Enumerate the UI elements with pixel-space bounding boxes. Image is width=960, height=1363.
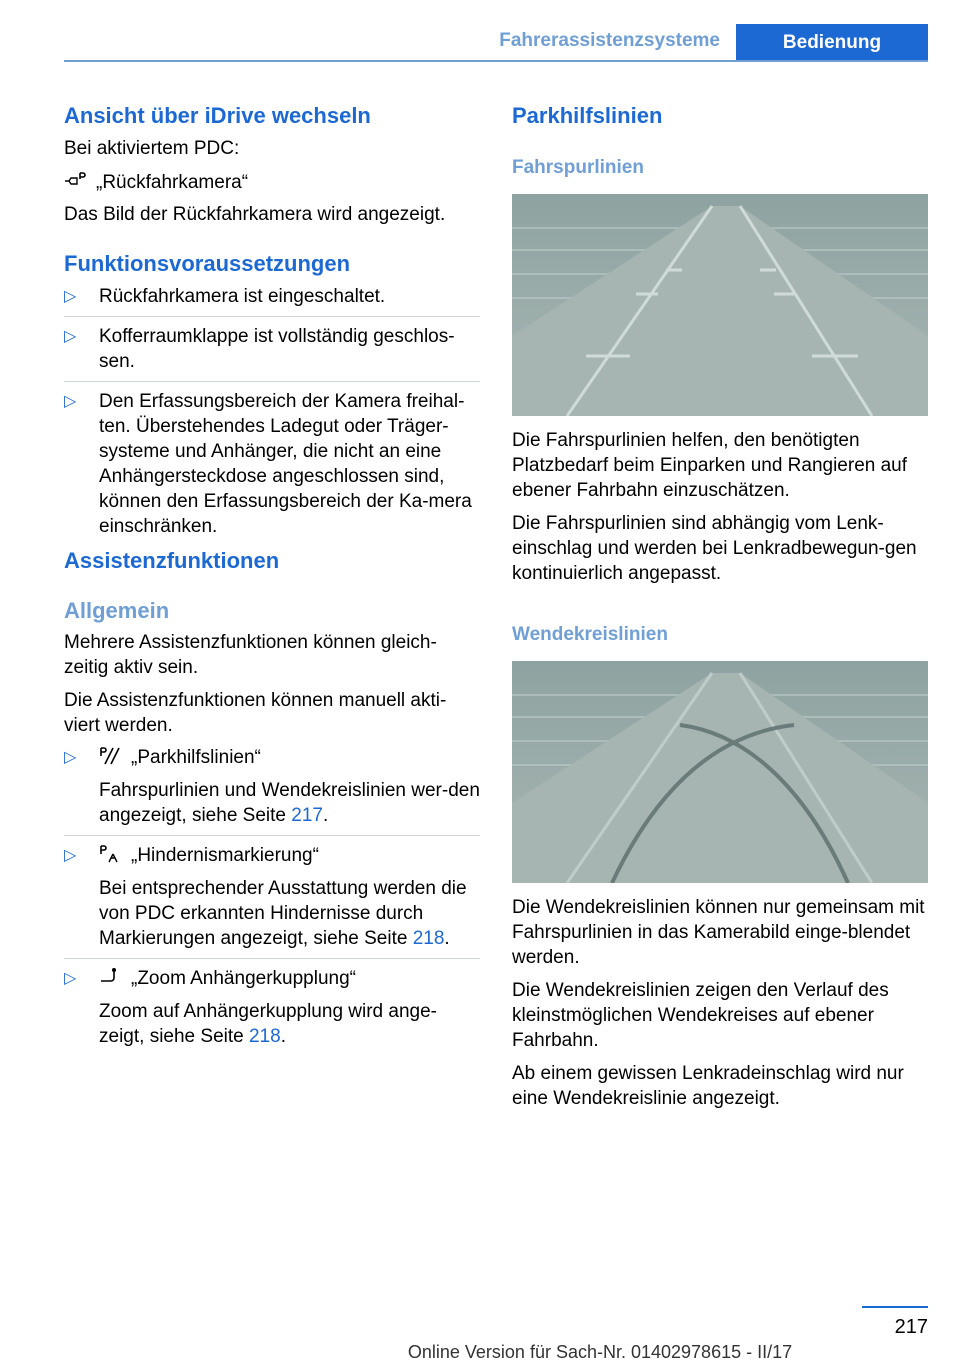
heading-parkhilfslinien: Parkhilfslinien [512,103,663,128]
paragraph-wende-1: Die Wendekreislinien können nur gemeinsam mit Fahrspurlinien in das Kamerabild einge-blendet werden. [512,897,925,968]
paragraph-wende-2: Die Wendekreislinien zeigen den Verlauf des kleinstmöglichen Wendekreises auf ebener Fahrbahn. [512,980,889,1051]
list-item [64,382,480,539]
period: . [280,1026,286,1047]
assist-desc-parkhilfslinien: Fahrspurlinien und Wendekreislinien wer-den angezeigt, siehe Seite [99,780,480,826]
menu-label-rueckfahrkamera: „Rückfahrkamera“ [96,172,249,193]
assist-label-parkhilfslinien: „Parkhilfslinien“ [131,747,261,768]
list-item-text: Kofferraumklappe ist vollständig geschlos-sen. [99,326,455,372]
heading-funktionsvoraussetzungen: Funktionsvoraussetzungen [64,251,351,276]
list-item [64,745,480,836]
list-item [64,836,480,959]
assist-desc-zoom: Zoom auf Anhängerkupplung wird ange-zeigt, siehe Seite [99,1001,438,1047]
assist-desc-hindernismarkierung: Bei entsprechender Ausstattung werden die von PDC erkannten Hindernisse durch Markierungen angezeigt, siehe Seite [99,878,467,949]
header-tab-bedienung: Bedienung [736,24,928,62]
lane-lines-figure [512,194,928,416]
paragraph-pdc: Bei aktiviertem PDC: [64,138,240,159]
paragraph-bild: Das Bild der Rückfahrkamera wird angezeigt. [64,204,446,225]
period: . [322,805,329,826]
list-item [64,317,480,382]
bullet-triangle-icon: ▷ [64,328,77,345]
header-section-title: Fahrerassistenzsysteme [499,30,720,51]
heading-allgemein: Allgemein [64,598,170,623]
parking-lines-icon [99,746,123,766]
bullet-triangle-icon: ▷ [64,970,77,987]
functional-requirements-list [64,284,480,539]
rear-camera-icon [64,171,88,191]
paragraph-mehrere: Mehrere Assistenzfunktionen können gleich-zeitig aktiv sein. [64,632,437,678]
header-rule [64,60,928,62]
paragraph-wende-3: Ab einem gewissen Lenkradeinschlag wird nur eine Wendekreislinie angezeigt. [512,1063,904,1109]
list-item-text: Den Erfassungsbereich der Kamera freihal-ten. Überstehendes Ladegut oder Träger-systeme und Anhänger, die nicht an eine Anhängersteckdose angeschlossen sind, können den Erfassungsbereich der Ka-mera einschränken. [99,391,472,537]
footer-rule [862,1306,928,1308]
heading-wendekreislinien: Wendekreislinien [512,624,668,645]
footer-note: Online Version für Sach-Nr. 01402978615 - II/17 [407,1342,793,1362]
turning-circle-figure [512,661,928,883]
assist-functions-list [64,745,480,1049]
heading-fahrspurlinien: Fahrspurlinien [512,157,644,178]
assist-label-hindernismarkierung: „Hindernismarkierung“ [131,845,319,866]
period: . [444,928,450,949]
list-item [64,959,480,1049]
menu-item-rueckfahrkamera [64,170,480,195]
page-number: 217 [894,1316,928,1338]
bullet-triangle-icon: ▷ [64,288,77,305]
assist-label-zoom: „Zoom Anhängerkupplung“ [131,968,356,989]
page-ref-link[interactable]: 218 [412,928,445,949]
paragraph-fahrspur-1: Die Fahrspurlinien helfen, den benötigten Platzbedarf beim Einparken und Rangieren auf ebener Fahrbahn einzuschätzen. [512,430,908,501]
obstacle-marking-icon [99,844,123,864]
bullet-triangle-icon: ▷ [64,847,77,864]
trailer-hitch-zoom-icon [99,967,123,987]
list-item-text: Rückfahrkamera ist eingeschaltet. [99,286,386,307]
paragraph-manuell: Die Assistenzfunktionen können manuell akti-viert werden. [64,690,447,736]
bullet-triangle-icon: ▷ [64,749,77,766]
paragraph-fahrspur-2: Die Fahrspurlinien sind abhängig vom Lenk-einschlag und werden bei Lenkradbewegun-gen kontinuierlich angepasst. [512,513,917,584]
page-ref-link[interactable]: 217 [291,805,323,826]
heading-assistenzfunktionen: Assistenzfunktionen [64,548,280,573]
heading-idrive: Ansicht über iDrive wechseln [64,103,371,128]
page-ref-link[interactable]: 218 [248,1026,281,1047]
bullet-triangle-icon: ▷ [64,393,77,410]
list-item [64,284,480,317]
